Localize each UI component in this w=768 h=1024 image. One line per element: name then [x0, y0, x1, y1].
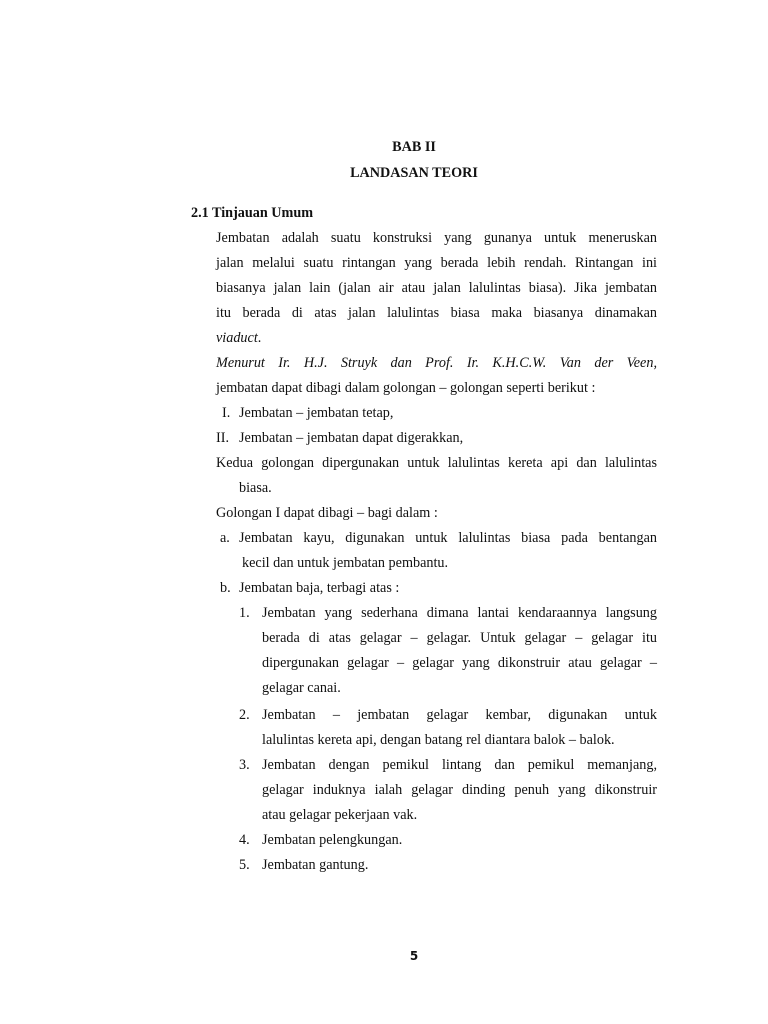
- para1-line1: Jembatan adalah suatu konstruksi yang gunanya untuk meneruskan: [216, 230, 657, 246]
- para1-line4: itu berada di atas jalan lalulintas biasa maka biasanya dinamakan: [216, 305, 657, 321]
- para2-author: Menurut Ir. H.J. Struyk dan Prof. Ir. K.H.C.W. Van der Veen,: [216, 355, 657, 371]
- viaduct-term: viaduct: [216, 330, 258, 346]
- para3-line2: biasa.: [239, 480, 272, 496]
- page-number: 5: [409, 949, 419, 963]
- para1-line5: [216, 330, 261, 347]
- num-1-line1: Jembatan yang sederhana dimana lantai kendaraannya langsung: [262, 605, 657, 621]
- num-2-line1: Jembatan – jembatan gelagar kembar, digunakan untuk: [262, 707, 657, 723]
- para3-line1: Kedua golongan dipergunakan untuk lalulintas kereta api dan lalulintas: [216, 455, 657, 471]
- num-1-line4: gelagar canai.: [262, 680, 341, 696]
- roman-item-1: Jembatan – jembatan tetap,: [239, 405, 394, 421]
- num-3-line2: gelagar induknya ialah gelagar dinding penuh yang dikonstruir: [262, 782, 657, 798]
- num-marker-1: 1.: [239, 605, 250, 621]
- para1-line5-end: .: [257, 330, 262, 346]
- num-1-line3: dipergunakan gelagar – gelagar yang dikonstruir atau gelagar –: [262, 655, 657, 671]
- alpha-marker-b: b.: [220, 580, 231, 596]
- chapter-title: LANDASAN TEORI: [350, 165, 478, 181]
- section-title: 2.1 Tinjauan Umum: [191, 205, 314, 221]
- num-marker-4: 4.: [239, 832, 250, 848]
- para1-line3: biasanya jalan lain (jalan air atau jalan lalulintas biasa). Jika jembatan: [216, 280, 657, 296]
- num-4-line1: Jembatan pelengkungan.: [262, 832, 403, 848]
- alpha-a-line2: kecil dan untuk jembatan pembantu.: [242, 555, 449, 571]
- alpha-a-line1: Jembatan kayu, digunakan untuk lalulintas biasa pada bentangan: [239, 530, 657, 546]
- num-1-line2: berada di atas gelagar – gelagar. Untuk gelagar – gelagar itu: [262, 630, 657, 646]
- num-3-line3: atau gelagar pekerjaan vak.: [262, 807, 418, 823]
- roman-marker-2: II.: [216, 430, 229, 446]
- para1-line2: jalan melalui suatu rintangan yang berada lebih rendah. Rintangan ini: [216, 255, 657, 271]
- num-marker-5: 5.: [239, 857, 250, 873]
- para2-line2: jembatan dapat dibagi dalam golongan – golongan seperti berikut :: [216, 380, 596, 396]
- num-marker-3: 3.: [239, 757, 250, 773]
- num-marker-2: 2.: [239, 707, 250, 723]
- num-2-line2: lalulintas kereta api, dengan batang rel diantara balok – balok.: [262, 732, 615, 748]
- num-5-line1: Jembatan gantung.: [262, 857, 369, 873]
- num-3-line1: Jembatan dengan pemikul lintang dan pemikul memanjang,: [262, 757, 657, 773]
- alpha-b-line1: Jembatan baja, terbagi atas :: [239, 580, 400, 596]
- chapter-heading: BAB II: [392, 139, 436, 155]
- para4-line1: Golongan I dapat dibagi – bagi dalam :: [216, 505, 438, 521]
- alpha-marker-a: a.: [220, 530, 230, 546]
- roman-item-2: Jembatan – jembatan dapat digerakkan,: [239, 430, 464, 446]
- roman-marker-1: I.: [222, 405, 231, 421]
